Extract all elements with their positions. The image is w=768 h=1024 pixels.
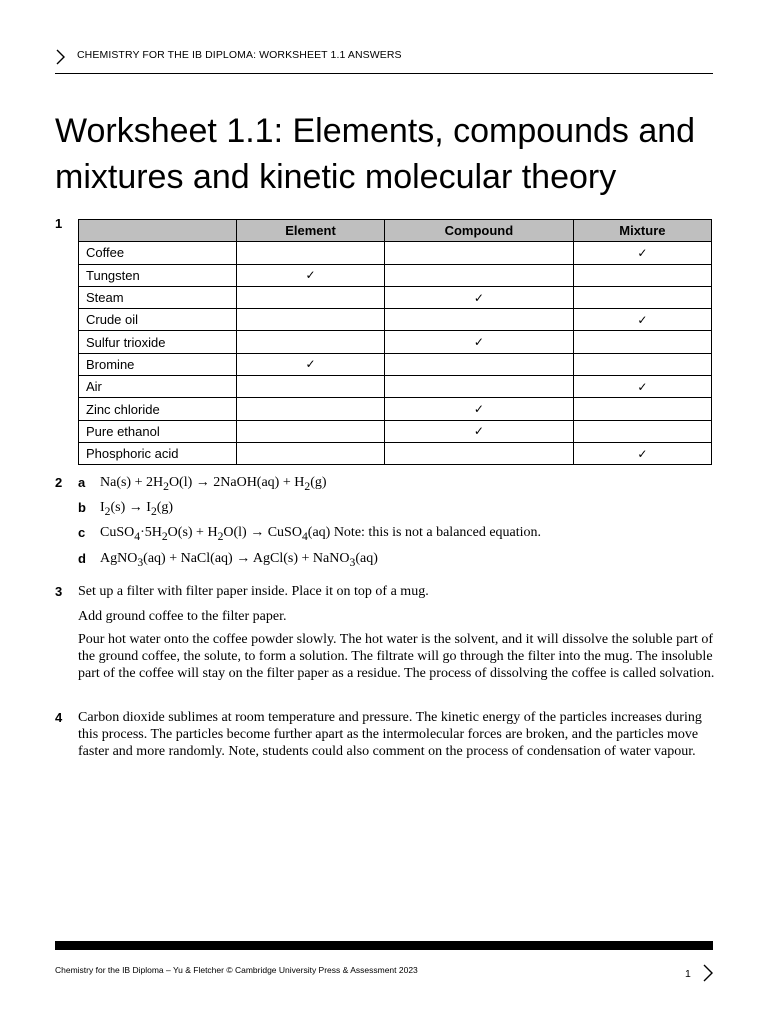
check-cell	[573, 286, 711, 308]
question-1-number: 1	[55, 216, 63, 231]
check-cell: ✓	[237, 353, 385, 375]
table-row	[79, 442, 712, 464]
table-row	[79, 242, 712, 264]
substance-name: Bromine	[79, 353, 237, 375]
table-row	[79, 286, 712, 308]
substance-name: Steam	[79, 286, 237, 308]
question-3-explanation: Pour hot water onto the coffee powder slowly. The hot water is the solvent, and it will dissolve the soluble part of the ground coffee, the solute, to form a solution. The filtrate will go through the filter into the mug. The insoluble part of the coffee will stay on the filter paper as a residue. The process of dissolving the coffee is called solvation.	[78, 632, 715, 681]
check-cell	[385, 376, 574, 398]
question-2-number: 2	[55, 475, 63, 490]
check-cell	[573, 353, 711, 375]
check-cell	[385, 309, 574, 331]
check-cell	[573, 398, 711, 420]
page-header	[55, 47, 713, 74]
check-cell	[573, 264, 711, 286]
table-row	[79, 264, 712, 286]
question-2a	[55, 475, 735, 495]
part-letter: d	[78, 551, 86, 566]
substance-name: Coffee	[79, 242, 237, 264]
page-title	[55, 108, 745, 200]
question-3-step-1: Set up a filter with filter paper inside. Place it on top of a mug.	[78, 584, 429, 599]
check-cell	[237, 376, 385, 398]
check-cell: ✓	[573, 442, 711, 464]
header-text: CHEMISTRY FOR THE IB DIPLOMA: WORKSHEET 1.1 ANSWERS	[77, 49, 402, 61]
question-2d	[55, 551, 735, 571]
check-cell	[573, 420, 711, 442]
classification-table	[78, 219, 712, 465]
part-letter: c	[78, 525, 86, 540]
table-row	[79, 420, 712, 442]
substance-name: Sulfur trioxide	[79, 331, 237, 353]
check-cell: ✓	[237, 264, 385, 286]
title-line-2: mixtures and kinetic molecular theory	[55, 158, 617, 196]
table-row	[79, 331, 712, 353]
check-cell: ✓	[385, 286, 574, 308]
check-cell	[237, 442, 385, 464]
check-cell: ✓	[385, 398, 574, 420]
substance-name: Crude oil	[79, 309, 237, 331]
question-3-step-2: Add ground coffee to the filter paper.	[78, 609, 287, 624]
page-number: 1	[685, 968, 691, 980]
title-line-1: Worksheet 1.1: Elements, compounds and	[55, 112, 696, 150]
check-cell	[385, 242, 574, 264]
check-cell	[237, 331, 385, 353]
question-4-number: 4	[55, 710, 63, 725]
question-2c	[55, 525, 735, 545]
column-header: Mixture	[573, 220, 711, 242]
column-header: Element	[237, 220, 385, 242]
check-cell: ✓	[385, 331, 574, 353]
column-header	[79, 220, 237, 242]
equation: $I_2(s) \to I_2(g)$	[100, 500, 174, 518]
question-2b	[55, 500, 735, 520]
substance-name: Air	[79, 376, 237, 398]
check-cell	[237, 242, 385, 264]
table-header-row	[79, 220, 712, 242]
check-cell	[237, 309, 385, 331]
chevron-right-icon	[55, 49, 67, 65]
check-cell	[385, 442, 574, 464]
check-cell: ✓	[573, 309, 711, 331]
equation: $Na(s) + 2H_2O(l)$ → 2NaOH(aq) + $H_2(g)$	[100, 475, 327, 493]
table-row	[79, 376, 712, 398]
part-letter: a	[78, 475, 86, 490]
substance-name: Pure ethanol	[79, 420, 237, 442]
table-row	[79, 309, 712, 331]
part-letter: b	[78, 500, 86, 515]
question-4-answer: Carbon dioxide sublimes at room temperature and pressure. The kinetic energy of the particles increases during this process. The particles become further apart as the intermolecular forces are broken, and the particles move faster and more randomly. Note, students could also comment on the process of condensation of water vapour.	[78, 710, 702, 759]
table-row	[79, 398, 712, 420]
equation: AgNO$_3$(aq) + NaCl(aq) → AgCl(s) + NaNO$_3$(aq)	[100, 551, 378, 569]
substance-name: Tungsten	[79, 264, 237, 286]
table-row	[79, 353, 712, 375]
check-cell: ✓	[385, 420, 574, 442]
check-cell	[573, 331, 711, 353]
footer-copyright: Chemistry for the IB Diploma – Yu & Fletcher © Cambridge University Press & Assessment 2023	[55, 965, 418, 975]
substance-name: Zinc chloride	[79, 398, 237, 420]
check-cell	[237, 398, 385, 420]
check-cell	[237, 420, 385, 442]
check-cell: ✓	[573, 242, 711, 264]
footer-divider	[55, 941, 713, 950]
substance-name: Phosphoric acid	[79, 442, 237, 464]
equation: $CuSO_4\cdot 5H_2O(s) + H_2O(l)$ → CuSO$_4$(aq) Note: this is not a balanced equation.	[100, 525, 542, 543]
question-3-number: 3	[55, 584, 63, 599]
check-cell: ✓	[573, 376, 711, 398]
column-header: Compound	[385, 220, 574, 242]
next-page-icon[interactable]	[702, 964, 714, 982]
check-cell	[385, 264, 574, 286]
check-cell	[237, 286, 385, 308]
check-cell	[385, 353, 574, 375]
